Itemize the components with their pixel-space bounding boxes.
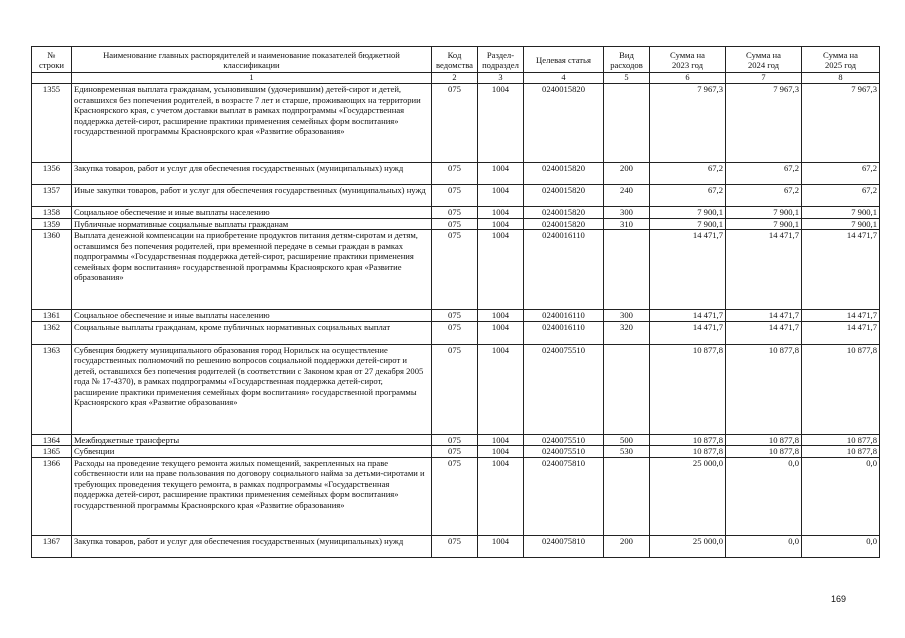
row-dept-code: 075 bbox=[432, 434, 478, 446]
row-name: Расходы на проведение текущего ремонта жилых помещений, закрепленных на праве собственности или на праве пользования по договору социального найма за детьми-сиротами и требующих проведения текущего ремонта, в рамках подпрограммы «Государственная поддержка детей-сирот, расширение практики применения семейных форм воспитания» государственной программы Красноярского края «Развитие образования» bbox=[72, 457, 432, 535]
row-number: 1362 bbox=[32, 321, 72, 344]
row-sum-2023: 10 877,8 bbox=[650, 434, 726, 446]
row-number: 1360 bbox=[32, 230, 72, 310]
table-row bbox=[32, 163, 880, 185]
row-dept-code: 075 bbox=[432, 457, 478, 535]
row-name: Межбюджетные трансферты bbox=[72, 434, 432, 446]
row-number: 1356 bbox=[32, 163, 72, 185]
row-sum-2024: 10 877,8 bbox=[726, 344, 802, 434]
row-expense-type bbox=[604, 344, 650, 434]
row-sum-2025: 67,2 bbox=[802, 163, 880, 185]
row-sum-2025: 14 471,7 bbox=[802, 310, 880, 322]
row-dept-code: 075 bbox=[432, 310, 478, 322]
column-index-6: 6 bbox=[650, 73, 726, 84]
row-name: Социальное обеспечение и иные выплаты населению bbox=[72, 310, 432, 322]
table-row bbox=[32, 434, 880, 446]
row-target: 0240015820 bbox=[524, 218, 604, 230]
row-number: 1361 bbox=[32, 310, 72, 322]
row-number: 1363 bbox=[32, 344, 72, 434]
row-name: Выплата денежной компенсации на приобретение продуктов питания детям-сиротам и детям, оставшимся без попечения родителей, при временной передаче в семьи граждан в рамках подпрограммы «Государственная поддержка детей-сирот, расширение практики применения семейных форм воспитания» государственной программы Красноярского края «Развитие образования» bbox=[72, 230, 432, 310]
column-index-2: 2 bbox=[432, 73, 478, 84]
row-section: 1004 bbox=[478, 84, 524, 163]
column-index-7: 7 bbox=[726, 73, 802, 84]
column-index-5: 5 bbox=[604, 73, 650, 84]
row-dept-code: 075 bbox=[432, 230, 478, 310]
budget-table bbox=[31, 46, 880, 558]
row-expense-type bbox=[604, 230, 650, 310]
row-sum-2023: 14 471,7 bbox=[650, 230, 726, 310]
table-row bbox=[32, 84, 880, 163]
row-sum-2023: 25 000,0 bbox=[650, 535, 726, 557]
row-dept-code: 075 bbox=[432, 163, 478, 185]
row-number: 1364 bbox=[32, 434, 72, 446]
table-row bbox=[32, 207, 880, 219]
header-row-no: № строки bbox=[32, 47, 72, 73]
row-sum-2023: 25 000,0 bbox=[650, 457, 726, 535]
row-sum-2023: 67,2 bbox=[650, 185, 726, 207]
row-sum-2023: 67,2 bbox=[650, 163, 726, 185]
row-name: Социальное обеспечение и иные выплаты населению bbox=[72, 207, 432, 219]
row-target: 0240015820 bbox=[524, 84, 604, 163]
row-sum-2023: 10 877,8 bbox=[650, 344, 726, 434]
table-row bbox=[32, 218, 880, 230]
row-target: 0240015820 bbox=[524, 207, 604, 219]
column-index-1: 1 bbox=[72, 73, 432, 84]
row-expense-type: 310 bbox=[604, 218, 650, 230]
header-target: Целевая статья bbox=[524, 47, 604, 73]
row-dept-code: 075 bbox=[432, 321, 478, 344]
row-sum-2025: 14 471,7 bbox=[802, 321, 880, 344]
row-target: 0240015820 bbox=[524, 185, 604, 207]
row-sum-2025: 14 471,7 bbox=[802, 230, 880, 310]
row-sum-2024: 10 877,8 bbox=[726, 446, 802, 458]
table-row bbox=[32, 310, 880, 322]
row-sum-2024: 7 900,1 bbox=[726, 207, 802, 219]
row-expense-type: 200 bbox=[604, 163, 650, 185]
row-expense-type: 240 bbox=[604, 185, 650, 207]
row-name: Иные закупки товаров, работ и услуг для обеспечения государственных (муниципальных) нужд bbox=[72, 185, 432, 207]
row-name: Социальные выплаты гражданам, кроме публичных нормативных социальных выплат bbox=[72, 321, 432, 344]
row-section: 1004 bbox=[478, 535, 524, 557]
row-sum-2024: 14 471,7 bbox=[726, 321, 802, 344]
row-dept-code: 075 bbox=[432, 185, 478, 207]
row-sum-2025: 10 877,8 bbox=[802, 344, 880, 434]
row-target: 0240015820 bbox=[524, 163, 604, 185]
header-sum-2025: Сумма на 2025 год bbox=[802, 47, 880, 73]
row-sum-2025: 10 877,8 bbox=[802, 446, 880, 458]
row-name: Закупка товаров, работ и услуг для обеспечения государственных (муниципальных) нужд bbox=[72, 535, 432, 557]
page-number: 169 bbox=[830, 594, 846, 604]
row-sum-2025: 10 877,8 bbox=[802, 434, 880, 446]
row-sum-2024: 7 900,1 bbox=[726, 218, 802, 230]
row-sum-2024: 7 967,3 bbox=[726, 84, 802, 163]
row-section: 1004 bbox=[478, 434, 524, 446]
row-target: 0240075510 bbox=[524, 434, 604, 446]
row-sum-2025: 7 900,1 bbox=[802, 218, 880, 230]
row-section: 1004 bbox=[478, 446, 524, 458]
row-sum-2025: 0,0 bbox=[802, 535, 880, 557]
row-number: 1358 bbox=[32, 207, 72, 219]
row-section: 1004 bbox=[478, 230, 524, 310]
row-expense-type bbox=[604, 84, 650, 163]
row-section: 1004 bbox=[478, 457, 524, 535]
row-dept-code: 075 bbox=[432, 207, 478, 219]
row-name: Закупка товаров, работ и услуг для обеспечения государственных (муниципальных) нужд bbox=[72, 163, 432, 185]
table-row bbox=[32, 321, 880, 344]
row-section: 1004 bbox=[478, 344, 524, 434]
row-section: 1004 bbox=[478, 163, 524, 185]
row-target: 0240075510 bbox=[524, 446, 604, 458]
table-row bbox=[32, 446, 880, 458]
table-row bbox=[32, 344, 880, 434]
row-expense-type: 300 bbox=[604, 207, 650, 219]
column-index-4: 4 bbox=[524, 73, 604, 84]
row-dept-code: 075 bbox=[432, 344, 478, 434]
row-number: 1366 bbox=[32, 457, 72, 535]
row-name: Субвенции bbox=[72, 446, 432, 458]
row-sum-2024: 14 471,7 bbox=[726, 230, 802, 310]
row-dept-code: 075 bbox=[432, 446, 478, 458]
table-header-row bbox=[32, 47, 880, 73]
row-section: 1004 bbox=[478, 310, 524, 322]
row-sum-2024: 14 471,7 bbox=[726, 310, 802, 322]
column-index-8: 8 bbox=[802, 73, 880, 84]
header-sum-2024: Сумма на 2024 год bbox=[726, 47, 802, 73]
column-index-row bbox=[32, 73, 880, 84]
row-expense-type: 320 bbox=[604, 321, 650, 344]
header-expense-type: Вид расходов bbox=[604, 47, 650, 73]
row-section: 1004 bbox=[478, 321, 524, 344]
row-dept-code: 075 bbox=[432, 84, 478, 163]
row-number: 1359 bbox=[32, 218, 72, 230]
row-sum-2025: 0,0 bbox=[802, 457, 880, 535]
header-sum-2023: Сумма на 2023 год bbox=[650, 47, 726, 73]
table-row bbox=[32, 457, 880, 535]
row-number: 1357 bbox=[32, 185, 72, 207]
row-dept-code: 075 bbox=[432, 535, 478, 557]
row-expense-type bbox=[604, 457, 650, 535]
row-sum-2025: 67,2 bbox=[802, 185, 880, 207]
row-name: Субвенция бюджету муниципального образования город Норильск на осуществление государственных полномочий по решению вопросов социальной поддержки детей-сирот и детей, оставшихся без попечения родителей (в соответствии с Законом края от 27 декабря 2005 года № 17-4370), в рамках подпрограммы «Государственная поддержка детей-сирот, расширение практики применения семейных форм воспитания» государственной программы Красноярского края «Развитие образования» bbox=[72, 344, 432, 434]
row-section: 1004 bbox=[478, 218, 524, 230]
row-sum-2024: 67,2 bbox=[726, 163, 802, 185]
header-name: Наименование главных распорядителей и наименование показателей бюджетной классификации bbox=[72, 47, 432, 73]
row-section: 1004 bbox=[478, 185, 524, 207]
row-sum-2023: 7 900,1 bbox=[650, 207, 726, 219]
row-target: 0240075810 bbox=[524, 457, 604, 535]
row-dept-code: 075 bbox=[432, 218, 478, 230]
row-sum-2024: 10 877,8 bbox=[726, 434, 802, 446]
row-target: 0240016110 bbox=[524, 310, 604, 322]
table-row bbox=[32, 230, 880, 310]
row-target: 0240016110 bbox=[524, 321, 604, 344]
row-expense-type: 300 bbox=[604, 310, 650, 322]
header-section: Раздел- подраздел bbox=[478, 47, 524, 73]
row-sum-2023: 7 900,1 bbox=[650, 218, 726, 230]
column-index-blank bbox=[32, 73, 72, 84]
row-expense-type: 530 bbox=[604, 446, 650, 458]
row-number: 1355 bbox=[32, 84, 72, 163]
row-target: 0240016110 bbox=[524, 230, 604, 310]
row-section: 1004 bbox=[478, 207, 524, 219]
row-expense-type: 200 bbox=[604, 535, 650, 557]
row-expense-type: 500 bbox=[604, 434, 650, 446]
row-number: 1365 bbox=[32, 446, 72, 458]
row-sum-2025: 7 967,3 bbox=[802, 84, 880, 163]
row-sum-2024: 0,0 bbox=[726, 457, 802, 535]
row-target: 0240075810 bbox=[524, 535, 604, 557]
row-sum-2023: 14 471,7 bbox=[650, 321, 726, 344]
row-sum-2023: 14 471,7 bbox=[650, 310, 726, 322]
row-target: 0240075510 bbox=[524, 344, 604, 434]
header-dept-code: Код ведомства bbox=[432, 47, 478, 73]
row-sum-2025: 7 900,1 bbox=[802, 207, 880, 219]
row-number: 1367 bbox=[32, 535, 72, 557]
row-name: Публичные нормативные социальные выплаты гражданам bbox=[72, 218, 432, 230]
row-name: Единовременная выплата гражданам, усыновившим (удочерившим) детей-сирот и детей, оставшихся без попечения родителей, в возрасте 7 лет и старше, проживающих на территории Красноярского края, с учетом доставки выплат в рамках подпрограммы «Государственная поддержка детей-сирот, расширение практики применения семейных форм воспитания» государственной программы Красноярского края «Развитие образования» bbox=[72, 84, 432, 163]
table-row bbox=[32, 185, 880, 207]
column-index-3: 3 bbox=[478, 73, 524, 84]
row-sum-2023: 7 967,3 bbox=[650, 84, 726, 163]
table-row bbox=[32, 535, 880, 557]
row-sum-2024: 67,2 bbox=[726, 185, 802, 207]
row-sum-2023: 10 877,8 bbox=[650, 446, 726, 458]
row-sum-2024: 0,0 bbox=[726, 535, 802, 557]
